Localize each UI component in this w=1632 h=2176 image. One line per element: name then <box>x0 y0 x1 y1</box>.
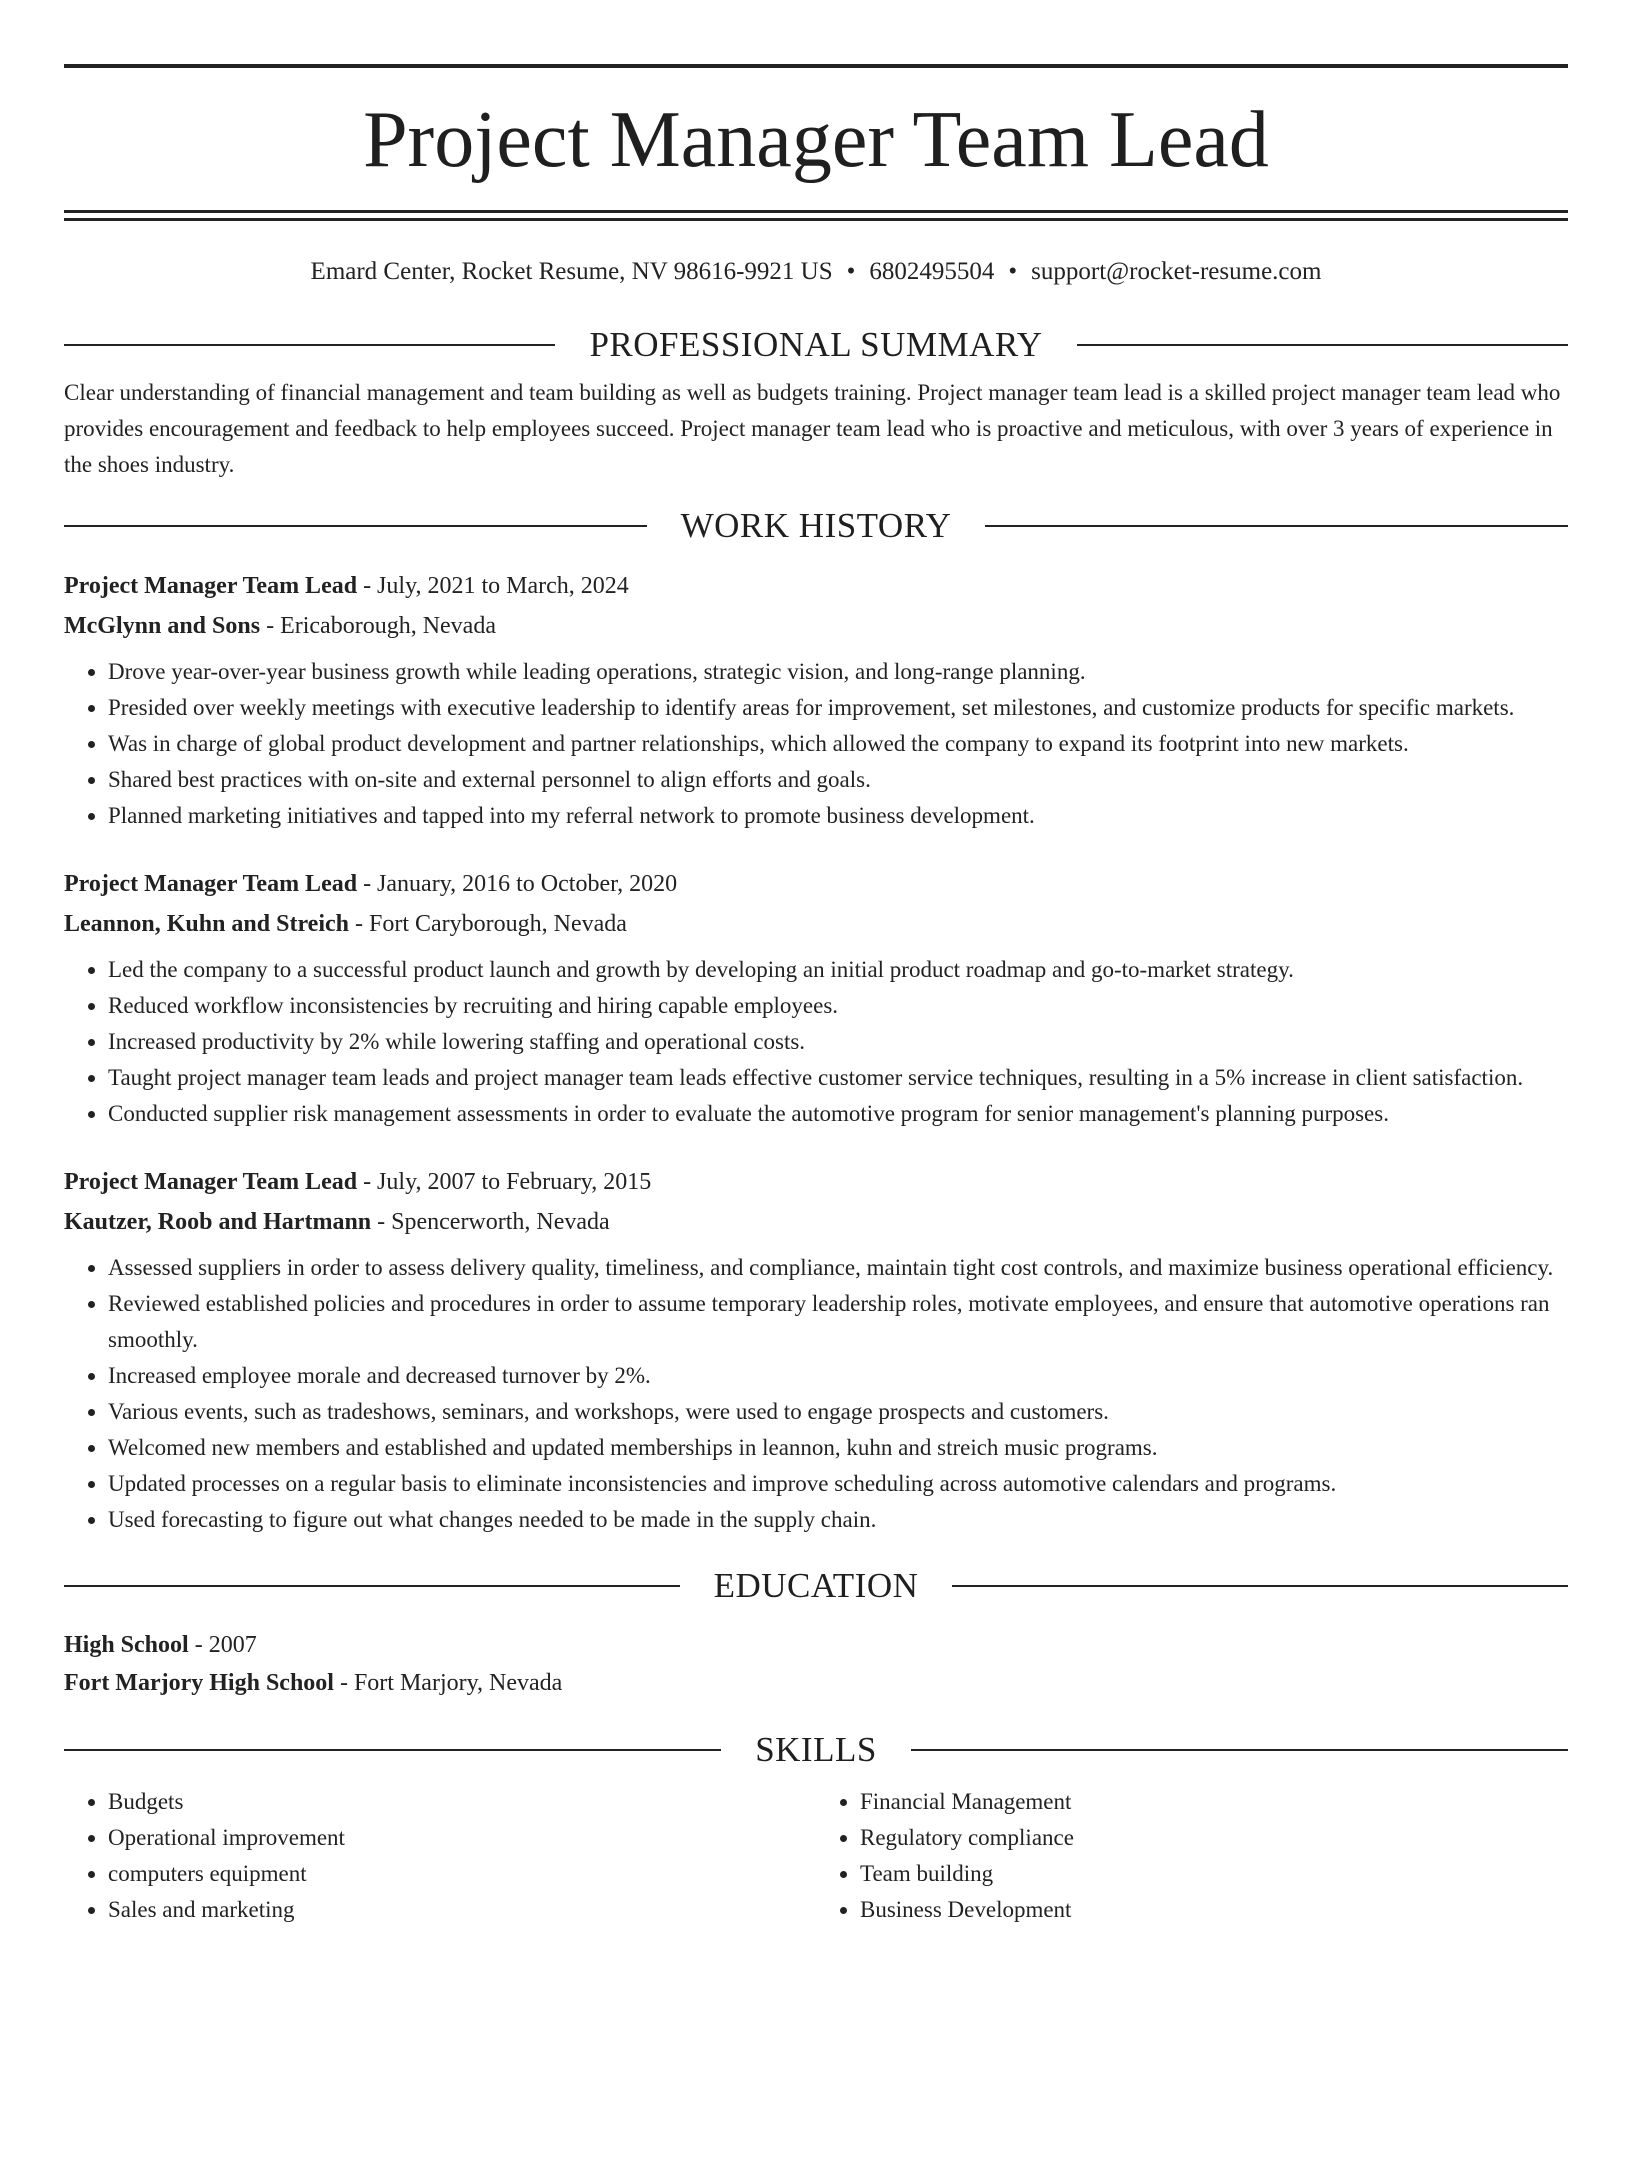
job-company-line <box>64 904 1568 944</box>
contact-address: Emard Center, Rocket Resume, NV 98616-9921 US <box>310 258 833 285</box>
job-bullets <box>64 952 1568 1132</box>
skill-item: • Team building <box>860 1856 1568 1892</box>
job-entry <box>64 1162 1568 1538</box>
education-degree-line <box>64 1626 1568 1664</box>
job-bullet: • Increased productivity by 2% while lowering staffing and operational costs. <box>108 1024 1568 1060</box>
job-company-line <box>64 1202 1568 1242</box>
job-company: Kautzer, Roob and Hartmann <box>64 1209 372 1235</box>
job-bullet: • Was in charge of global product development and partner relationships, which allowed the company to expand its footprint into new markets. <box>108 726 1568 762</box>
job-dates: - January, 2016 to October, 2020 <box>357 871 678 897</box>
resume-page <box>0 64 1632 2176</box>
education-degree: High School <box>64 1632 189 1658</box>
job-bullet: • Taught project manager team leads and project manager team leads effective customer service techniques, resulting in a 5% increase in client satisfaction. <box>108 1060 1568 1096</box>
section-title: WORK HISTORY <box>680 506 952 545</box>
job-entry <box>64 566 1568 834</box>
section-rule <box>64 1585 680 1587</box>
education-school: Fort Marjory High School <box>64 1670 334 1696</box>
job-entry <box>64 864 1568 1132</box>
job-role-line <box>64 566 1568 606</box>
section-header-skills <box>64 1730 1568 1770</box>
section-title: EDUCATION <box>713 1566 919 1605</box>
education-entry <box>64 1626 1568 1702</box>
section-rule <box>911 1749 1568 1751</box>
job-location: - Fort Caryborough, Nevada <box>349 911 627 937</box>
job-bullet: • Led the company to a successful product launch and growth by developing an initial product roadmap and go-to-market strategy. <box>108 952 1568 988</box>
skill-item: • Budgets <box>108 1784 816 1820</box>
skill-item: • Financial Management <box>860 1784 1568 1820</box>
header-double-rule <box>64 210 1568 221</box>
section-header-work-history <box>64 506 1568 546</box>
job-bullet: • Reduced workflow inconsistencies by recruiting and hiring capable employees. <box>108 988 1568 1024</box>
job-role-line <box>64 1162 1568 1202</box>
job-bullet: • Planned marketing initiatives and tapped into my referral network to promote business development. <box>108 798 1568 834</box>
contact-separator: • <box>1008 258 1018 285</box>
job-bullet: • Presided over weekly meetings with executive leadership to identify areas for improvement, set milestones, and customize products for specific markets. <box>108 690 1568 726</box>
section-header-education <box>64 1566 1568 1606</box>
skill-item: • Business Development <box>860 1892 1568 1928</box>
education-school-line <box>64 1664 1568 1702</box>
job-bullet: • Various events, such as tradeshows, seminars, and workshops, were used to engage prospects and customers. <box>108 1394 1568 1430</box>
job-location: - Ericaborough, Nevada <box>260 613 496 639</box>
contact-separator: • <box>846 258 856 285</box>
section-header-summary <box>64 325 1568 365</box>
job-bullet: • Used forecasting to figure out what changes needed to be made in the supply chain. <box>108 1502 1568 1538</box>
education-location: - Fort Marjory, Nevada <box>333 1670 563 1696</box>
header-top-rule <box>64 64 1568 68</box>
job-bullet: • Shared best practices with on-site and external personnel to align efforts and goals. <box>108 762 1568 798</box>
job-dates: - July, 2021 to March, 2024 <box>357 573 629 599</box>
candidate-name: Project Manager Team Lead <box>363 96 1269 184</box>
skill-item: • Operational improvement <box>108 1820 816 1856</box>
skills-column-left <box>64 1784 816 1928</box>
job-company: McGlynn and Sons <box>64 613 261 639</box>
section-title: SKILLS <box>755 1730 877 1769</box>
skill-item: • computers equipment <box>108 1856 816 1892</box>
summary-text: Clear understanding of financial management and team building as well as budgets training. Project manager team lead is a skilled project manager team lead who provides encouragement and feedback to help employees succeed. Project manager team lead who is proactive and meticulous, with over 3 years of experience in the shoes industry. <box>64 380 1561 477</box>
job-company: Leannon, Kuhn and Streich <box>64 911 349 937</box>
job-bullet: • Reviewed established policies and procedures in order to assume temporary leadership roles, motivate employees, and ensure that automotive operations ran smoothly. <box>108 1286 1568 1358</box>
skill-item: • Regulatory compliance <box>860 1820 1568 1856</box>
job-bullets <box>64 654 1568 834</box>
section-rule <box>64 525 647 527</box>
job-bullet: • Conducted supplier risk management assessments in order to evaluate the automotive program for senior management's planning purposes. <box>108 1096 1568 1132</box>
contact-email: support@rocket-resume.com <box>1031 258 1322 285</box>
job-bullet: • Welcomed new members and established and updated memberships in leannon, kuhn and streich music programs. <box>108 1430 1568 1466</box>
contact-phone: 6802495504 <box>869 258 995 285</box>
section-rule <box>64 1749 721 1751</box>
job-role: Project Manager Team Lead <box>64 1169 358 1195</box>
job-bullet: • Updated processes on a regular basis to eliminate inconsistencies and improve scheduling across automotive calendars and programs. <box>108 1466 1568 1502</box>
section-title: PROFESSIONAL SUMMARY <box>589 325 1043 364</box>
job-bullet: • Assessed suppliers in order to assess delivery quality, timeliness, and compliance, maintain tight cost controls, and maximize business operational efficiency. <box>108 1250 1568 1286</box>
job-dates: - July, 2007 to February, 2015 <box>357 1169 652 1195</box>
job-role: Project Manager Team Lead <box>64 871 358 897</box>
contact-line <box>64 259 1568 287</box>
job-company-line <box>64 606 1568 646</box>
job-bullets <box>64 1250 1568 1538</box>
skills-column-right <box>816 1784 1568 1928</box>
job-role: Project Manager Team Lead <box>64 573 358 599</box>
job-bullet: • Drove year-over-year business growth while leading operations, strategic vision, and long-range planning. <box>108 654 1568 690</box>
skill-item: • Sales and marketing <box>108 1892 816 1928</box>
job-role-line <box>64 864 1568 904</box>
section-rule <box>985 525 1568 527</box>
section-rule <box>64 344 555 346</box>
education-year: - 2007 <box>188 1632 257 1658</box>
section-rule <box>1077 344 1568 346</box>
section-rule <box>952 1585 1568 1587</box>
job-location: - Spencerworth, Nevada <box>371 1209 610 1235</box>
job-bullet: • Increased employee morale and decreased turnover by 2%. <box>108 1358 1568 1394</box>
skills-grid <box>64 1784 1568 1928</box>
